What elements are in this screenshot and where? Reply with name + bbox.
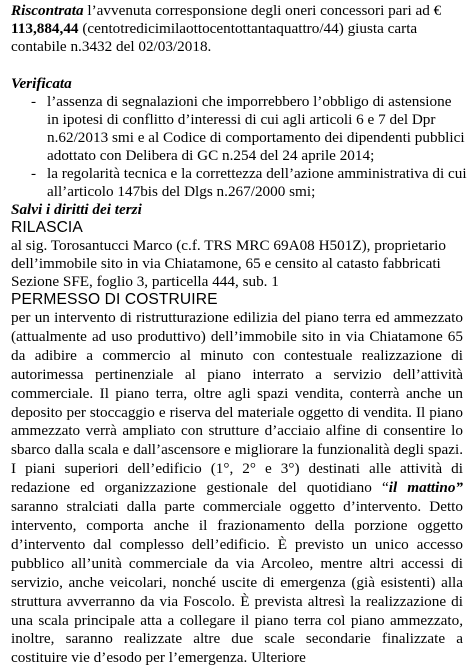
permesso-text-before: per un intervento di ristrutturazione edilizia del piano terra ed ammezzato (attualmente ad uso produttivo) dell’immobile sito in via Chiatamone 65 da adibire a commercio al minuto con contestuale realizzazione di autorimessa pertinenziale al piano interrato a servizio dell’attività commerciale. Il piano terra, oltre agli spazi vendita, conterrà anche un deposito per stoccaggio e riserva del materiale oggetto di vendita. Il piano ammezzato verrà ampliato con strutture d’acciaio alfine di consentire lo sbarco dalla scala e dall’ascensore e migliorare la funzionalità degli spazi. I piani superiori dell’edificio (1°, 2° e 3°) destinati alle attività di redazione ed organizzazione gestionale del quotidiano “ (11, 309, 463, 497)
riscontrata-text-2: (centotredicimilaottocentottantaquattro/44) giusta carta contabile n.3432 del 02/03/2018. (11, 20, 418, 55)
riscontrata-paragraph (11, 2, 466, 56)
riscontrata-label: Riscontrata (11, 2, 84, 19)
riscontrata-amount: 113,884,44 (11, 20, 79, 37)
list-item: - l’assenza di segnalazioni che imporrebbero l’obbligo di astensione in ipotesi di conflitto d’interessi di cui agli articoli 6 e 7 del Dpr n.62/2013 smi e al Codice di comportamento dei dipendenti pubblici adottato con Delibera di GC n.254 del 24 aprile 2014; (31, 93, 465, 164)
verificata-item-2: la regolarità tecnica e la correttezza dell’azione amministrativa di cui all’articolo 147bis del Dlgs n.267/2000 smi; (47, 165, 467, 200)
permesso-text-after: saranno stralciati dalla parte commerciale oggetto d’intervento. Detto intervento, comporta anche il frazionamento della porzione oggetto d’intervento dal complesso dell’edificio. È previsto un unico accesso pubblico all’unità commerciale da via Arcoleo, mentre altri accessi di servizio, anche veicolari, nonché uscite di emergenza (già esistenti) alla struttura avverranno da via Foscolo. È prevista altresì la realizzazione di una scala principale atta a collegare il piano terra col piano ammezzato, inoltre, saranno realizzate altre due scale secondarie finalizzate a costituire vie d’esodo per l’emergenza. Ulteriore (11, 498, 463, 667)
salvi-heading (11, 201, 466, 219)
rilascia-text: al sig. Torosantucci Marco (c.f. TRS MRC 69A08 H501Z), proprietario dell’immobile sito in via Chiatamone, 65 e censito al catasto fabbricati Sezione SFE, foglio 3, particella 444, sub. 1 (11, 237, 446, 290)
spacer (11, 56, 470, 75)
verificata-list (11, 93, 470, 201)
permesso-heading: PERMESSO DI COSTRUIRE (11, 291, 218, 308)
rilascia-heading: RILASCIA (11, 219, 83, 236)
verificata-item-1: l’assenza di segnalazioni che imporrebbero l’obbligo di astensione in ipotesi di conflitto d’interessi di cui agli articoli 6 e 7 del Dpr n.62/2013 smi e al Codice di comportamento dei dipendenti pubblici adottato con Delibera di GC n.254 del 24 aprile 2014; (47, 93, 465, 164)
verificata-label: Verificata (11, 75, 72, 92)
permesso-text (11, 309, 463, 668)
salvi-label: Salvi i diritti dei terzi (11, 201, 142, 218)
list-item: - la regolarità tecnica e la correttezza dell’azione amministrativa di cui all’articolo 147bis del Dlgs n.267/2000 smi; (31, 165, 467, 200)
newspaper-name: il mattino” (388, 479, 464, 497)
riscontrata-text-1: l’avvenuta corresponsione degli oneri concessori pari ad € (83, 2, 442, 19)
verificata-heading (11, 75, 466, 93)
